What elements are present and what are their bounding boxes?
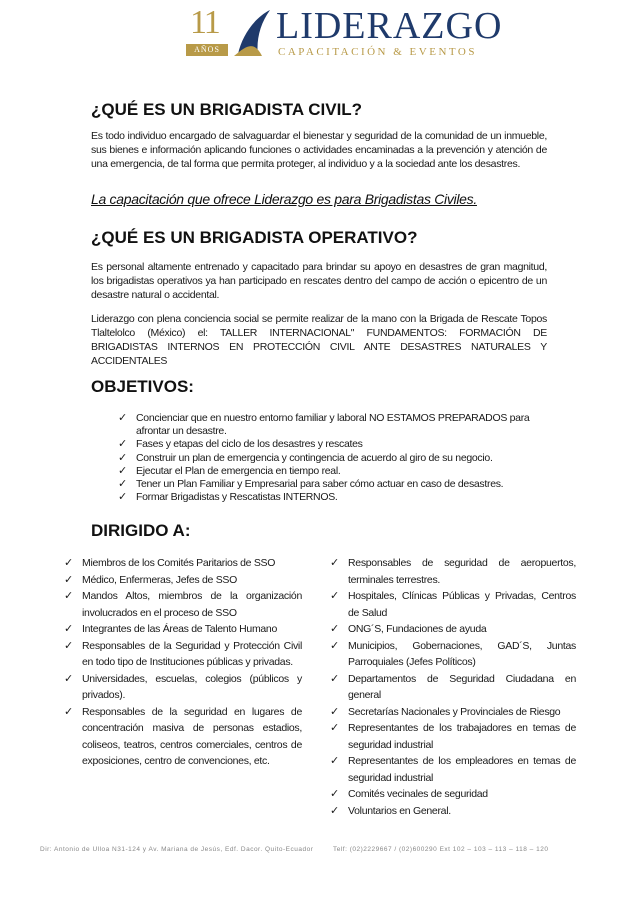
check-icon: ✓ [330,590,339,602]
check-icon: ✓ [330,788,339,800]
list-item: ✓ Voluntarios en General. [330,803,576,820]
check-icon: ✓ [330,722,339,734]
heading-dirigido: DIRIGIDO A: [91,521,191,540]
sail-logo-icon [232,6,272,60]
footer-address: Dir: Antonio de Ulloa N31-124 y Av. Mariana de Jesús, Edf. Dacor. Quito-Ecuador [40,846,314,853]
check-icon: ✓ [64,672,73,685]
heading-brigadista-operativo: ¿QUÉ ES UN BRIGADISTA OPERATIVO? [91,228,418,247]
check-icon: ✓ [64,557,73,569]
objetivos-list [118,412,548,504]
dirigido-left-list [64,555,302,770]
text-taller-internacional: Liderazgo con plena conciencia social se permite realizar de la mano con la Brigada de Rescate Topos Tlaltelolco (México) el: TALLER INTERNACIONAL" FUNDAMENTOS: FORMACIÓN DE BRIGADISTAS INTERNOS EN PROTECCIÓN CIVIL ANTE DESASTRES NATURALES Y ACCIDENTALES [91,313,547,367]
list-item: ✓ Formar Brigadistas y Rescatistas INTERNOS. [118,491,338,504]
list-item: ✓ Construir un plan de emergencia y contingencia de acuerdo al giro de su negocio. [118,451,493,464]
check-icon: ✓ [330,623,339,635]
check-icon: ✓ [64,639,73,652]
list-item: ✓ Integrantes de las Áreas de Talento Humano [64,621,302,638]
list-item: ✓ Concienciar que en nuestro entorno familiar y laboral NO ESTAMOS PREPARADOS para afrontar un desastre. [118,412,530,438]
list-item: ✓ Responsables de la seguridad en lugares de concentración masiva de personas estadios, coliseos, teatros, centros comerciales, centros de exposiciones, centro de convenciones, etc. [64,705,302,767]
heading-objetivos: OBJETIVOS: [91,377,194,396]
text-brigadista-civil: Es todo individuo encargado de salvaguardar el bienestar y seguridad de la comunidad de un inmueble, sus bienes e información aplicando funciones o actividades encaminadas a la prevención y atención de una emergencia, de tal forma que permita proteger, al individuo y a la sociedad ante los desastres. [91,130,547,170]
check-icon: ✓ [330,639,339,652]
dirigido-right-list [330,555,576,819]
anniversary-logo [186,6,228,58]
check-icon: ✓ [64,590,73,602]
check-icon: ✓ [64,705,73,718]
list-item: ✓ Universidades, escuelas, colegios (públicos y privados). [64,672,302,701]
footer [40,846,600,853]
list-item: ✓ Ejecutar el Plan de emergencia en tiempo real. [118,464,341,477]
check-icon: ✓ [118,491,127,504]
list-item: ✓ ONG´S, Fundaciones de ayuda [330,621,576,638]
check-icon: ✓ [118,464,127,477]
anniversary-label: AÑOS [186,44,228,56]
check-icon: ✓ [64,573,73,586]
list-item: ✓ Representantes de los trabajadores en temas de seguridad industrial [330,722,576,751]
list-item: ✓ Médico, Enfermeras, Jefes de SSO [64,572,302,589]
check-icon: ✓ [330,672,339,685]
list-item: ✓ Departamentos de Seguridad Ciudadana en general [330,672,576,701]
list-item: ✓ Municipios, Gobernaciones, GAD´S, Juntas Parroquiales (Jefes Políticos) [330,639,576,668]
check-icon: ✓ [118,412,127,424]
check-icon: ✓ [118,438,127,451]
heading-brigadista-civil: ¿QUÉ ES UN BRIGADISTA CIVIL? [91,100,363,119]
text-brigadista-operativo: Es personal altamente entrenado y capacitado para brindar su apoyo en desastres de gran magnitud, los brigadistas operativos ya han participado en rescates dentro del campo de acción o epicentro de un desastre natural o accidental. [91,261,547,301]
list-item: ✓ Tener un Plan Familiar y Empresarial para saber cómo actuar en caso de desastres. [118,478,504,491]
check-icon: ✓ [330,705,339,718]
brand-name: LIDERAZGO [276,5,503,47]
list-item: ✓ Miembros de los Comités Paritarios de SSO [64,555,302,572]
check-icon: ✓ [330,557,339,569]
footer-phone: Telf: (02)2229667 / (02)600290 Ext 102 – 103 – 113 – 118 – 120 [333,846,549,853]
list-item: ✓ Representantes de los empleadores en temas de seguridad industrial [330,755,576,784]
caption-capacitacion: La capacitación que ofrece Liderazgo es para Brigadistas Civiles. [91,191,477,207]
anniversary-number: 11 [190,4,219,41]
list-item: ✓ Responsables de la Seguridad y Protección Civil en todo tipo de Instituciones públicas y privadas. [64,639,302,668]
check-icon: ✓ [118,451,127,464]
list-item: ✓ Responsables de seguridad de aeropuertos, terminales terrestres. [330,557,576,586]
list-item: ✓ Hospitales, Clínicas Públicas y Privadas, Centros de Salud [330,590,576,619]
check-icon: ✓ [118,478,127,491]
check-icon: ✓ [330,755,339,767]
brand-tagline: CAPACITACIÓN & EVENTOS [278,46,477,58]
list-item: ✓ Mandos Altos, miembros de la organización involucrados en el proceso de SSO [64,590,302,619]
list-item: ✓ Comités vecinales de seguridad [330,786,576,803]
list-item: ✓ Secretarías Nacionales y Provinciales de Riesgo [330,704,576,721]
list-item: ✓ Fases y etapas del ciclo de los desastres y rescates [118,438,363,451]
check-icon: ✓ [64,623,73,635]
check-icon: ✓ [330,804,339,817]
header [0,0,638,70]
